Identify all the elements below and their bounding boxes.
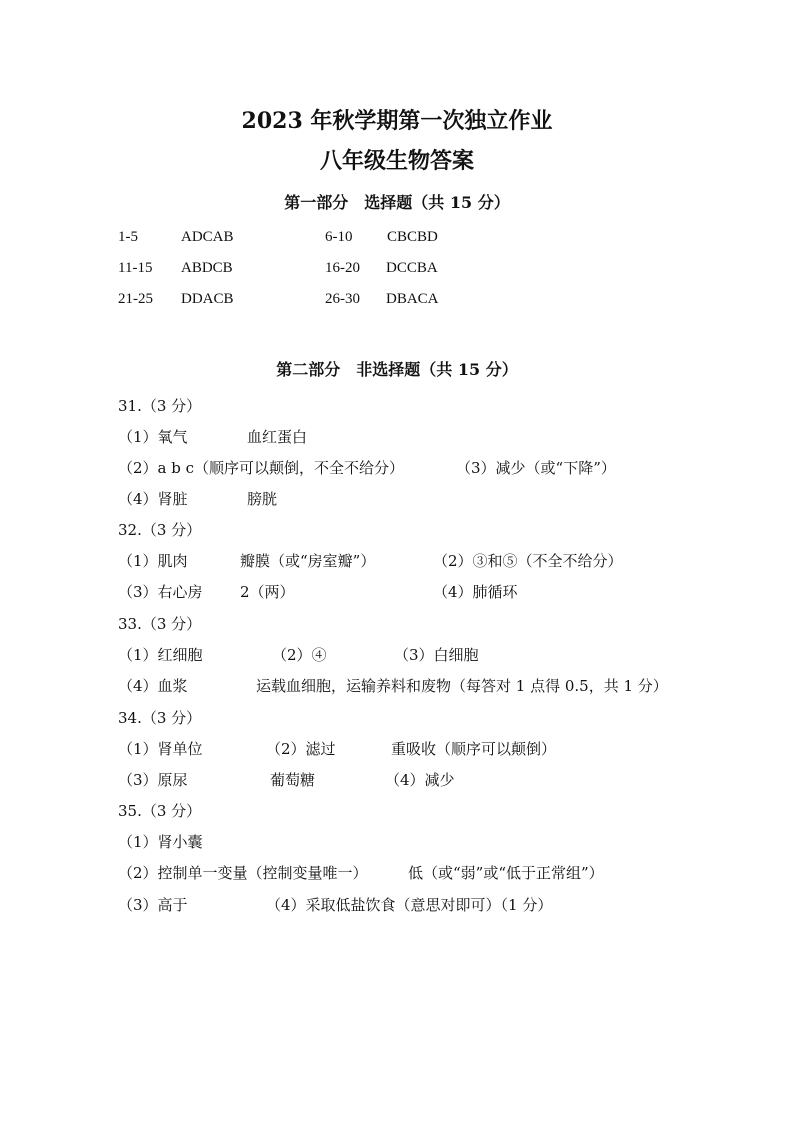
answer-line: （2）③和⑤（不全不给分） — [433, 552, 623, 570]
answer-line: （3）白细胞 — [394, 646, 479, 664]
answer-line: 葡萄糖 — [270, 771, 316, 789]
mc-answers-text: ADCAB — [181, 229, 234, 245]
answer-line: （1）红细胞 — [118, 646, 203, 664]
mc-answers-text: ABDCB — [181, 260, 233, 276]
mc-range: 1-5 — [118, 229, 138, 245]
answer-line: 瓣膜（或“房室瓣”） — [240, 552, 376, 570]
answer-line: （1）肾小囊 — [118, 833, 203, 851]
answer-line: 2（两） — [240, 583, 295, 601]
answer-line: （4）减少 — [385, 771, 455, 789]
answer-line: 膀胱 — [247, 490, 278, 508]
answer-line: （2）④ — [272, 646, 327, 664]
answer-line: 重吸收（顺序可以颠倒） — [391, 740, 557, 758]
section-heading-free-response: 第二部分 非选择题（共 15 分） — [276, 360, 518, 379]
document-title: 2023 年秋学期第一次独立作业 — [241, 108, 553, 134]
answer-line: （4）肾脏 — [118, 490, 188, 508]
mc-range: 21-25 — [118, 291, 153, 307]
answer-line: （3）减少（或“下降”） — [456, 459, 616, 477]
answer-line: （2）a b c（顺序可以颠倒，不全不给分） — [118, 459, 405, 477]
mc-range: 16-20 — [325, 260, 360, 276]
answer-line: （4）采取低盐饮食（意思对即可）（1 分） — [266, 896, 553, 914]
answer-line: （3）原尿 — [118, 771, 188, 789]
answer-line: （1）肌肉 — [118, 552, 188, 570]
mc-range: 11-15 — [118, 260, 153, 276]
mc-range: 6-10 — [325, 229, 353, 245]
question-32-heading: 32.（3 分） — [118, 521, 202, 539]
section-heading-multiple-choice: 第一部分 选择题（共 15 分） — [284, 193, 510, 212]
mc-answers-text: CBCBD — [387, 229, 438, 245]
document-subtitle: 八年级生物答案 — [319, 148, 474, 174]
question-35-heading: 35.（3 分） — [118, 802, 202, 820]
mc-answers-text: DBACA — [386, 291, 439, 307]
question-33-heading: 33.（3 分） — [118, 615, 202, 633]
answer-line: （1）肾单位 — [118, 740, 203, 758]
answer-line: （4）肺循环 — [433, 583, 518, 601]
answer-line: （3）高于 — [118, 896, 188, 914]
answer-line: 运载血细胞，运输养料和废物（每答对 1 点得 0.5，共 1 分） — [256, 677, 668, 695]
answer-line: 血红蛋白 — [247, 428, 308, 446]
question-31-heading: 31.（3 分） — [118, 397, 202, 415]
mc-range: 26-30 — [325, 291, 360, 307]
answer-line: （1）氧气 — [118, 428, 188, 446]
mc-answers-text: DDACB — [181, 291, 234, 307]
answer-line: （2）滤过 — [266, 740, 336, 758]
question-34-heading: 34.（3 分） — [118, 709, 202, 727]
mc-answers-text: DCCBA — [386, 260, 438, 276]
answer-line: （2）控制单一变量（控制变量唯一） — [118, 864, 368, 882]
answer-line: （4）血浆 — [118, 677, 188, 695]
answer-line: 低（或“弱”或“低于正常组”） — [408, 864, 604, 882]
answer-line: （3）右心房 — [118, 583, 203, 601]
